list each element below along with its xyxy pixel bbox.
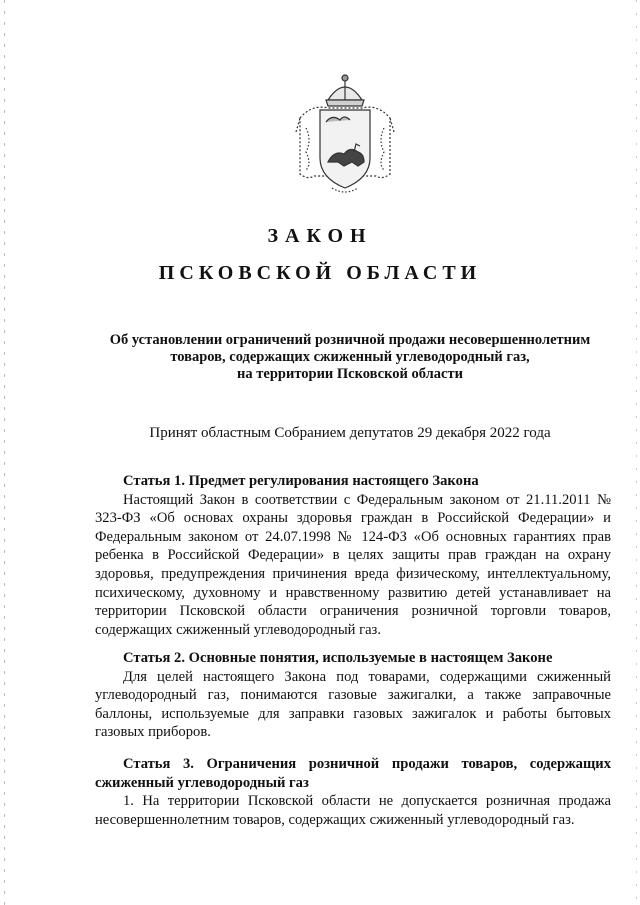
article-text: 1. На территории Псковской области не допускается розничная продажа несовершеннолетним товаров, содержащих сжиженный углеводородный газ. (95, 793, 611, 828)
article-3 (95, 755, 611, 829)
law-subtitle (90, 332, 610, 383)
law-title: ЗАКОН (267, 225, 373, 247)
subtitle-line: на территории Псковской области (237, 366, 463, 382)
article-1 (95, 472, 611, 639)
article-text: Настоящий Закон в соответствии с Федеральным законом от 21.11.2011 № 323-ФЗ «Об основах охраны здоровья граждан в Российской Федерации» и Федеральным законом от 24.07.1998 № 124-ФЗ «Об основных гарантиях прав ребенка в Российской Федерации» в целях защиты прав граждан на охрану здоровья, предупреждения причинения вреда физическому, интеллектуальному, психическому, духовному и нравственному развитию детей устанавливает на территории Псковской области ограничения розничной торговли товаров, содержащих сжиженный углеводородный газ. (95, 491, 611, 638)
article-heading: Статья 3. Ограничения розничной продажи товаров, содержащих сжиженный углеводородный газ (95, 756, 611, 791)
article-text: Для целей настоящего Закона под товарами, содержащими сжиженный углеводородный газ, понимаются газовые зажигалки, а также заправочные баллоны, используемые для заправки газовых зажигалок и работы бытовых газовых приборов. (95, 668, 611, 741)
article-2 (95, 649, 611, 742)
subtitle-line: товаров, содержащих сжиженный углеводородный газ, (170, 349, 530, 365)
scan-edge-left (4, 0, 5, 905)
adoption-note: Принят областным Собранием депутатов 29 декабря 2022 года (149, 425, 551, 441)
region-title: ПСКОВСКОЙ ОБЛАСТИ (158, 262, 482, 284)
subtitle-line: Об установлении ограничений розничной продажи несовершеннолетним (109, 332, 591, 348)
scan-edge-right (636, 0, 637, 905)
article-heading: Статья 1. Предмет регулирования настоящего Закона (123, 473, 479, 489)
article-heading: Статья 2. Основные понятия, используемые в настоящем Законе (123, 650, 553, 666)
coat-of-arms-emblem (292, 70, 398, 198)
